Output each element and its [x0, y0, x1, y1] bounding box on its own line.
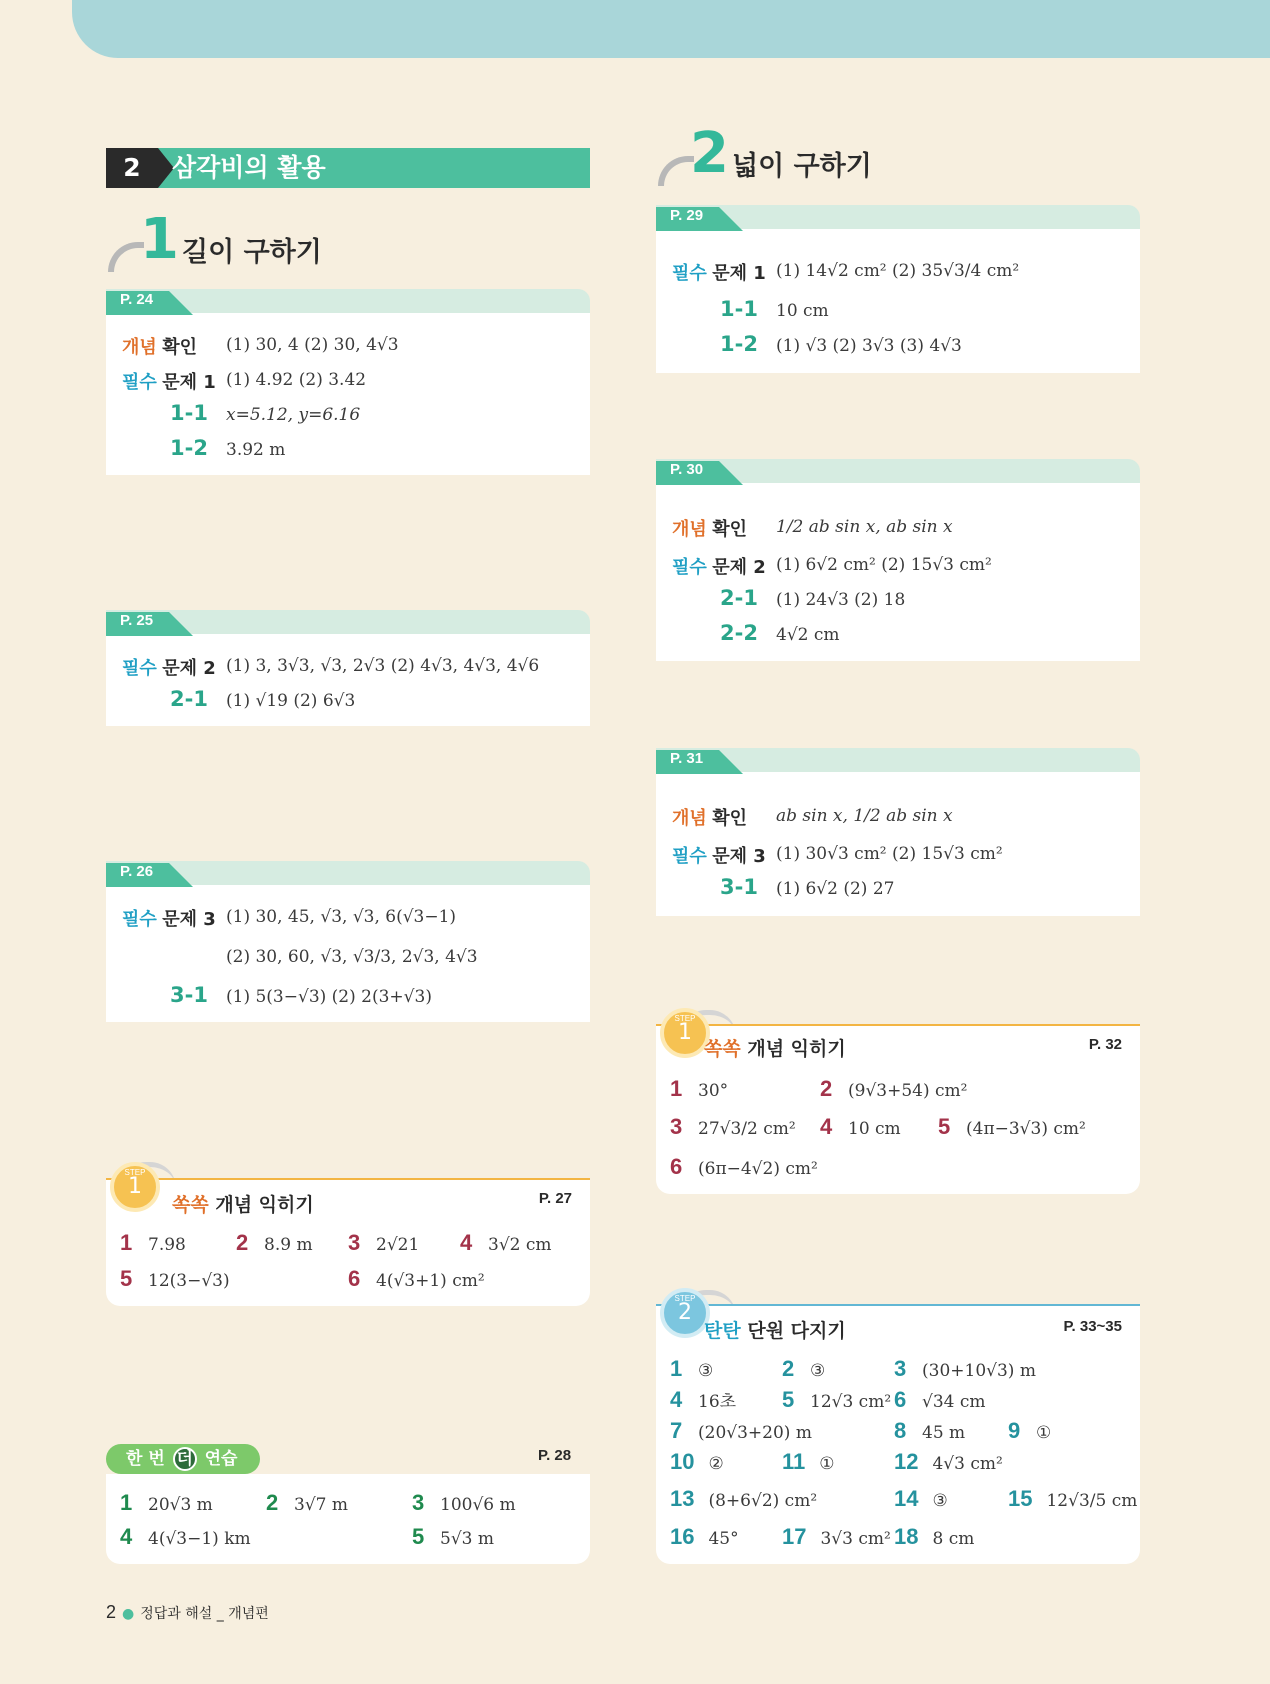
step-title: 단원 다지기 [747, 1320, 846, 1342]
item-answer: 4(√3+1) cm² [376, 1271, 485, 1291]
section-1-heading [108, 207, 408, 276]
step-title-accent: 탄탄 [704, 1320, 741, 1342]
page-ref: P. 32 [1088, 1036, 1122, 1053]
step1-box-p27 [106, 1168, 590, 1306]
page-ref: P. 31 [656, 750, 719, 774]
item-answer: 27√3/2 cm² [698, 1119, 796, 1139]
step2-box [656, 1294, 1140, 1564]
step-label: STEP [124, 1168, 146, 1177]
answer-item [894, 1486, 948, 1512]
answer-line: (1) 30√3 cm² (2) 15√3 cm² [776, 844, 1003, 864]
item-answer: 4(√3−1) km [148, 1529, 251, 1549]
sub-problem-label: 3-1 [170, 983, 208, 1007]
answer-item [820, 1114, 901, 1140]
sub-problem-label: 1-1 [720, 297, 758, 321]
item-number: 1 [670, 1356, 683, 1381]
answer-line: (1) 6√2 cm² (2) 15√3 cm² [776, 555, 992, 575]
answer-item [348, 1230, 419, 1256]
answer-item [670, 1154, 818, 1180]
step1-box-p32 [656, 1014, 1140, 1194]
page-number: 2 [106, 1602, 117, 1622]
answer-item [412, 1524, 494, 1550]
answer-item [120, 1524, 251, 1550]
sub-problem-label: 2-1 [170, 687, 208, 711]
chapter-header [106, 148, 590, 188]
item-number: 3 [348, 1230, 361, 1255]
answer-line: (1) 4.92 (2) 3.42 [226, 370, 367, 390]
item-number: 3 [412, 1490, 425, 1515]
more-practice-box [106, 1474, 590, 1564]
item-answer: 5√3 m [440, 1529, 494, 1549]
page-tab [656, 748, 1140, 772]
item-answer: 4√3 cm² [932, 1454, 1003, 1474]
item-answer: (4π−3√3) cm² [966, 1119, 1086, 1139]
page-ref: P. 30 [656, 461, 719, 485]
item-number: 18 [894, 1524, 919, 1549]
answer-item [1008, 1418, 1051, 1444]
answer-line: (1) 30, 45, √3, √3, 6(√3−1) [226, 907, 457, 927]
item-answer: 3√7 m [294, 1495, 348, 1515]
label-problem: 문제 3 [712, 846, 766, 867]
answer-item [782, 1387, 891, 1413]
item-answer: ③ [932, 1491, 948, 1511]
page-tab [106, 289, 590, 313]
section-title: 길이 구하기 [182, 237, 322, 268]
answer-item [348, 1266, 485, 1292]
section-number: 1 [140, 207, 179, 272]
answer-item [670, 1449, 724, 1475]
step-badge [660, 1288, 710, 1338]
step-title-accent: 쏙쏙 [704, 1038, 741, 1060]
label-required: 필수 [122, 372, 157, 393]
step-number: 2 [678, 1300, 692, 1325]
answer-item [894, 1449, 1003, 1475]
page-footer [106, 1602, 269, 1623]
answer-line: 10 cm [776, 301, 829, 321]
item-number: 2 [266, 1490, 279, 1515]
answer-item [938, 1114, 1086, 1140]
answer-item [894, 1418, 965, 1444]
item-number: 13 [670, 1486, 695, 1511]
answer-item [670, 1114, 796, 1140]
item-number: 2 [782, 1356, 795, 1381]
answer-box-p30 [656, 461, 1140, 661]
step-label: STEP [674, 1014, 696, 1023]
arc-decoration [108, 242, 144, 272]
answer-line: ab sin x, 1/2 ab sin x [776, 806, 953, 826]
page-tab [106, 610, 590, 634]
answer-item [894, 1387, 986, 1413]
answer-item [460, 1230, 552, 1256]
answer-line: (2) 30, 60, √3, √3/3, 2√3, 4√3 [226, 947, 478, 967]
answer-item [1008, 1486, 1137, 1512]
answer-item [120, 1230, 186, 1256]
page-tab [656, 205, 1140, 229]
answer-line: (1) √19 (2) 6√3 [226, 691, 356, 711]
more-practice-tag [106, 1444, 260, 1474]
answer-item [670, 1524, 739, 1550]
item-answer: (6π−4√2) cm² [698, 1159, 818, 1179]
answer-line: 1/2 ab sin x, ab sin x [776, 517, 953, 537]
step-number: 1 [678, 1020, 692, 1045]
item-number: 4 [670, 1387, 683, 1412]
item-number: 9 [1008, 1418, 1021, 1443]
item-number: 1 [670, 1076, 683, 1101]
item-answer: (30+10√3) m [922, 1361, 1036, 1381]
item-number: 2 [236, 1230, 249, 1255]
item-number: 3 [670, 1114, 683, 1139]
item-answer: 30° [698, 1081, 729, 1101]
item-answer: 20√3 m [148, 1495, 213, 1515]
item-number: 5 [938, 1114, 951, 1139]
sub-problem-label: 1-2 [170, 436, 208, 460]
item-number: 6 [348, 1266, 361, 1291]
step-title-accent: 쏙쏙 [172, 1194, 209, 1216]
step-badge [110, 1162, 160, 1212]
answer-box-p31 [656, 750, 1140, 916]
item-number: 16 [670, 1524, 695, 1549]
item-number: 1 [120, 1230, 133, 1255]
step-title: 개념 익히기 [215, 1194, 314, 1216]
answer-item [236, 1230, 313, 1256]
page-ref: P. 27 [538, 1190, 572, 1207]
item-number: 4 [820, 1114, 833, 1139]
answer-line: (1) 30, 4 (2) 30, 4√3 [226, 335, 399, 355]
answer-line: (1) 14√2 cm² (2) 35√3/4 cm² [776, 261, 1020, 281]
label-problem: 문제 1 [162, 372, 216, 393]
page-ref: P. 28 [538, 1447, 572, 1464]
item-number: 4 [120, 1524, 133, 1549]
answer-item [820, 1076, 967, 1102]
label-problem: 문제 2 [712, 557, 766, 578]
item-number: 5 [120, 1266, 133, 1291]
answer-line: 4√2 cm [776, 625, 840, 645]
answer-line: (1) 5(3−√3) (2) 2(3+√3) [226, 987, 432, 1007]
label-concept: 개념 [122, 337, 157, 358]
step-label: STEP [674, 1294, 696, 1303]
item-answer: (9√3+54) cm² [848, 1081, 968, 1101]
arc-decoration [658, 156, 694, 186]
top-banner [72, 0, 1270, 58]
item-answer: 100√6 m [440, 1495, 516, 1515]
item-number: 10 [670, 1449, 695, 1474]
label-problem: 문제 1 [712, 263, 766, 284]
item-number: 5 [412, 1524, 425, 1549]
answer-line: x=5.12, y=6.16 [226, 405, 361, 425]
item-answer: 2√21 [376, 1235, 420, 1255]
sub-problem-label: 1-2 [720, 332, 758, 356]
label-concept: 개념 [672, 808, 707, 829]
item-number: 5 [782, 1387, 795, 1412]
item-answer: 12(3−√3) [148, 1271, 230, 1291]
tag-text: 연습 [204, 1449, 238, 1469]
answer-item [894, 1524, 974, 1550]
item-answer: ③ [698, 1361, 714, 1381]
step-badge [660, 1008, 710, 1058]
item-answer: √34 cm [922, 1392, 986, 1412]
label-required: 필수 [122, 658, 157, 679]
page-ref: P. 26 [106, 863, 169, 887]
answer-line: (1) 24√3 (2) 18 [776, 590, 906, 610]
item-answer: 10 cm [848, 1119, 901, 1139]
answer-box-p24 [106, 291, 590, 475]
item-answer: (20√3+20) m [698, 1423, 812, 1443]
label-required: 필수 [672, 557, 707, 578]
item-number: 2 [820, 1076, 833, 1101]
answer-item [670, 1387, 736, 1413]
item-number: 7 [670, 1418, 683, 1443]
answer-box-p25 [106, 612, 590, 726]
label-concept: 개념 [672, 519, 707, 540]
section-number: 2 [690, 121, 729, 186]
section-2-heading [658, 121, 958, 190]
answer-item [894, 1356, 1036, 1382]
sub-problem-label: 2-2 [720, 621, 758, 645]
item-answer: ② [708, 1454, 724, 1474]
page-tab [656, 459, 1140, 483]
item-number: 14 [894, 1486, 919, 1511]
item-number: 1 [120, 1490, 133, 1515]
tag-text: 한 번 [126, 1449, 165, 1469]
item-answer: 16초 [698, 1392, 737, 1412]
tag-circle: 더 [173, 1447, 197, 1471]
chapter-title: 삼각비의 활용 [172, 153, 326, 182]
item-number: 8 [894, 1418, 907, 1443]
item-answer: (8+6√2) cm² [708, 1491, 818, 1511]
answer-box-p26 [106, 863, 590, 1022]
answer-line: (1) 6√2 (2) 27 [776, 879, 895, 899]
label-check: 확인 [712, 519, 747, 540]
answer-line: (1) √3 (2) 3√3 (3) 4√3 [776, 336, 962, 356]
sub-problem-label: 3-1 [720, 875, 758, 899]
answer-item [670, 1418, 812, 1444]
answer-item [120, 1266, 230, 1292]
answer-item [120, 1490, 213, 1516]
item-answer: 45 m [922, 1423, 966, 1443]
page-ref: P. 24 [106, 291, 169, 315]
item-answer: 45° [708, 1529, 739, 1549]
sub-problem-label: 2-1 [720, 586, 758, 610]
answer-item [670, 1486, 817, 1512]
item-number: 11 [782, 1449, 806, 1474]
answer-item [782, 1524, 891, 1550]
label-problem: 문제 3 [162, 909, 216, 930]
item-number: 6 [894, 1387, 907, 1412]
answer-item [412, 1490, 516, 1516]
answer-item [670, 1356, 713, 1382]
item-answer: 3√3 cm² [820, 1529, 891, 1549]
page-tab [106, 861, 590, 885]
item-answer: ① [1036, 1423, 1052, 1443]
chapter-number: 2 [106, 148, 158, 188]
answer-item [782, 1356, 825, 1382]
answer-item [266, 1490, 348, 1516]
label-check: 확인 [712, 808, 747, 829]
item-answer: 7.98 [148, 1235, 186, 1255]
item-answer: ① [819, 1454, 835, 1474]
sub-problem-label: 1-1 [170, 401, 208, 425]
label-required: 필수 [672, 263, 707, 284]
footer-title: 정답과 해설 _ 개념편 [140, 1606, 269, 1622]
answer-item [782, 1449, 835, 1475]
answer-box-p29 [656, 207, 1140, 373]
item-number: 6 [670, 1154, 683, 1179]
section-title: 넓이 구하기 [732, 151, 872, 182]
item-answer: 8.9 m [264, 1235, 313, 1255]
item-number: 3 [894, 1356, 907, 1381]
item-answer: 3√2 cm [488, 1235, 552, 1255]
label-check: 확인 [162, 337, 197, 358]
step-title: 개념 익히기 [747, 1038, 846, 1060]
item-number: 17 [782, 1524, 807, 1549]
answer-line: 3.92 m [226, 440, 286, 460]
step-number: 1 [128, 1174, 142, 1199]
item-answer: 8 cm [932, 1529, 975, 1549]
page-ref: P. 33~35 [1063, 1318, 1122, 1335]
label-required: 필수 [122, 909, 157, 930]
item-answer: 12√3 cm² [810, 1392, 892, 1412]
label-problem: 문제 2 [162, 658, 216, 679]
item-answer: ③ [810, 1361, 826, 1381]
item-number: 12 [894, 1449, 919, 1474]
label-required: 필수 [672, 846, 707, 867]
item-answer: 12√3/5 cm [1046, 1491, 1138, 1511]
page-ref: P. 25 [106, 612, 169, 636]
answer-line: (1) 3, 3√3, √3, 2√3 (2) 4√3, 4√3, 4√6 [226, 656, 540, 676]
bullet-icon: ● [122, 1606, 135, 1622]
answer-item [670, 1076, 728, 1102]
page-ref: P. 29 [656, 207, 719, 231]
item-number: 15 [1008, 1486, 1033, 1511]
item-number: 4 [460, 1230, 473, 1255]
